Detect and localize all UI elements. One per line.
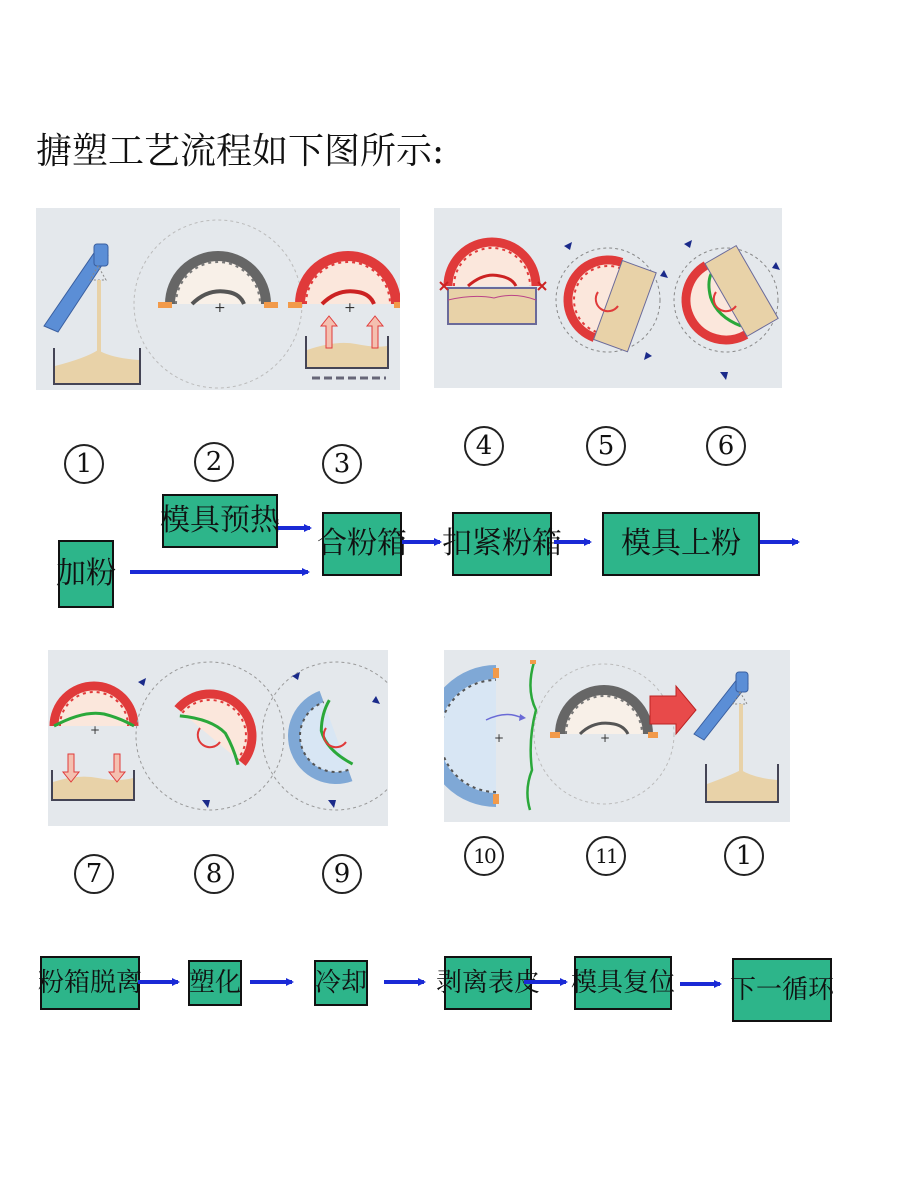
flow-box-cool: 冷却 [314, 960, 368, 1006]
step-number-9: 9 [322, 854, 362, 894]
svg-text:+: + [344, 300, 356, 316]
step-number-3: 3 [322, 444, 362, 484]
step-number-1: 1 [64, 444, 104, 484]
page-title: 搪塑工艺流程如下图所示: [36, 131, 445, 172]
step-number-4: 4 [464, 426, 504, 466]
flow-box-add-powder: 加粉 [58, 540, 114, 608]
svg-text:+: + [600, 731, 611, 745]
step-number-10: 10 [464, 836, 504, 876]
flow-box-plasticize: 塑化 [188, 960, 242, 1006]
flow-box-box-separate: 粉箱脱离 [40, 956, 140, 1010]
flow-box-close-box: 合粉箱 [322, 512, 402, 576]
step-number-8: 8 [194, 854, 234, 894]
svg-text:+: + [494, 731, 505, 745]
step-number-2: 2 [194, 442, 234, 482]
step-number-5: 5 [586, 426, 626, 466]
flow-box-mold-coat: 模具上粉 [602, 512, 760, 576]
step-number-11: 11 [586, 836, 626, 876]
flow-box-mold-preheat: 模具预热 [162, 494, 278, 548]
svg-text:+: + [214, 300, 226, 316]
flow-box-next-cycle: 下一循环 [732, 958, 832, 1022]
flow-box-clamp-box: 扣紧粉箱 [452, 512, 552, 576]
step-number-6: 6 [706, 426, 746, 466]
flow-box-peel-skin: 剥离表皮 [444, 956, 532, 1010]
step-number-7: 7 [74, 854, 114, 894]
flow-box-mold-reset: 模具复位 [574, 956, 672, 1010]
step-number-1-repeat: 1 [724, 836, 764, 876]
svg-text:+: + [90, 723, 101, 737]
